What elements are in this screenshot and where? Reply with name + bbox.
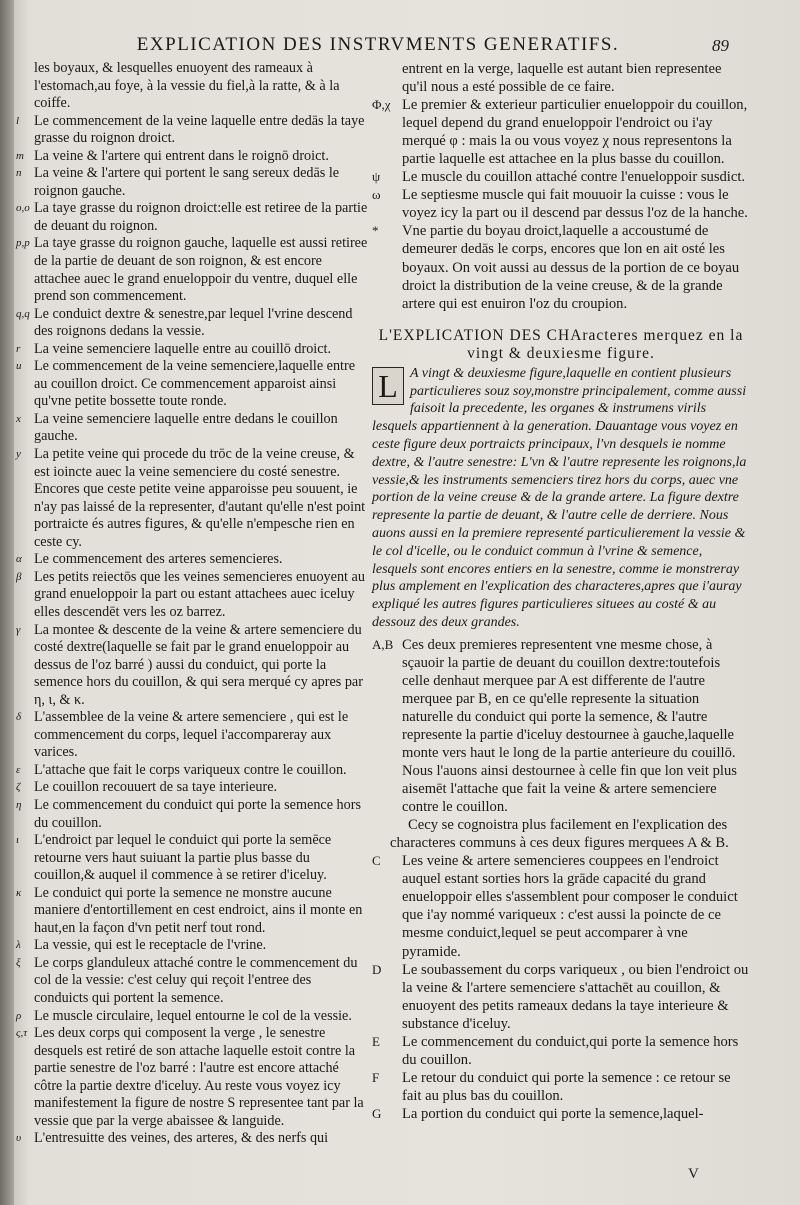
- legend-entry: [16, 341, 368, 359]
- legend-text: Le commencement des arteres semencieres.: [34, 551, 283, 568]
- legend-marker: β: [16, 570, 22, 583]
- legend-text: Le premier & exterieur particulier enueloppoir du couillon, lequel depend du grand enueloppoir l'endroict ou i'ay merqué φ : mais la ou vous voyez χ nous representons la partie laquelle est attachee en la plus basse du couillon.: [402, 97, 748, 168]
- right-column-legend-entries: [372, 636, 750, 1123]
- legend-entry: [16, 306, 368, 341]
- legend-text: Le commencement du conduict,qui porte la semence hors du couillon.: [402, 1033, 739, 1068]
- legend-marker: y: [16, 448, 21, 461]
- legend-text: Les deux corps qui composent la verge , le senestre desquels est retiré de son attache laquelle estoit contre la partie senestre de l'oz barré : l'autre est encore attaché côtre la partie dextre d'iceluy. Au reste vous voyez icy manifestement la figure de nostre S representee tant par la vessie que par la verge abaissee & languide.: [34, 1025, 364, 1129]
- legend-entry: [372, 168, 750, 186]
- legend-entry: [372, 852, 750, 960]
- legend-entry: [372, 1069, 750, 1105]
- legend-marker: ξ: [16, 956, 21, 969]
- legend-marker: F: [372, 1069, 380, 1085]
- legend-text: L'entresuitte des veines, des arteres, & des nerfs qui: [34, 1130, 329, 1147]
- legend-marker: λ: [16, 939, 21, 952]
- legend-text: La petite veine qui procede du trōc de la veine creuse, & est ioincte auec la veine semenciere du costé senestre. Encores que ceste petite veine apparoisse peu souuent, ie n'ay pas laissé de la representer, d'autant qu'elle n'est point portraicte és autres figures, & qu'elle n'empesche rien en ceste cy.: [34, 446, 366, 550]
- legend-marker: Φ,χ: [372, 97, 391, 113]
- legend-marker: η: [16, 798, 22, 811]
- legend-entry: [16, 113, 368, 148]
- legend-text: Ces deux premieres representent vne mesme chose, à sçauoir la partie de deuant du couillon dextre:toutefois celle denhaut merquee par A est differente de l'autre merquee par B, en ce qu'elle represente la situation naturelle du conduict qui porte la semence, & l'autre represente la partie d'iceluy destournee à gauche,laquelle monte vers haut le long de la partie anterieure du couillō. Nous l'auons ainsi destournee à celle fin que lon veit plus aisemēt l'attache que fait la veine & artere semenciere contre le couillon.: [402, 636, 737, 816]
- legend-marker: C: [372, 853, 381, 869]
- legend-entry: [16, 60, 368, 113]
- legend-entry: [372, 60, 750, 96]
- legend-entry: [16, 779, 368, 797]
- legend-text: Le conduict qui porte la semence ne monstre aucune maniere d'entortillement en cest endroict, ains il monte en haut,en la façon d'vn petit nerf tout rond.: [34, 884, 363, 936]
- legend-marker: *: [372, 223, 379, 239]
- legend-entry: [16, 235, 368, 305]
- legend-text: Le retour du conduict qui porte la semence : ce retour se fait au plus bas du couillon.: [402, 1069, 731, 1104]
- legend-entry: [372, 222, 750, 312]
- legend-text: La taye grasse du roignon gauche, laquelle est aussi retiree de la partie de deuant de son roignon, & est encore attachee auec le grand enueloppoir du ventre, duquel elle prend son commencement.: [34, 235, 368, 305]
- legend-marker: m: [16, 149, 24, 162]
- legend-text: La veine & l'artere qui portent le sang sereux dedās le roignon gauche.: [34, 165, 340, 199]
- legend-marker: q,q: [16, 307, 30, 320]
- binding-gutter: [0, 0, 14, 1205]
- section-heading: L'EXPLICATION DES CHAracteres merquez en la vingt & deuxiesme figure.: [378, 326, 744, 362]
- legend-marker: ζ: [16, 781, 21, 794]
- legend-marker: A,B: [372, 636, 394, 652]
- legend-text: Le corps glanduleux attaché contre le commencement du col de la vessie: c'est celuy qui reçoit l'entree des conduicts qui portent la semence.: [34, 954, 358, 1006]
- legend-marker: δ: [16, 711, 22, 724]
- legend-entry: [16, 709, 368, 762]
- legend-marker: ω: [372, 187, 381, 203]
- legend-text: entrent en la verge, laquelle est autant bien representee qu'il nous a esté possible de ce faire.: [402, 61, 722, 96]
- legend-marker: u: [16, 360, 22, 373]
- legend-marker: α: [16, 553, 22, 566]
- legend-text: La montee & descente de la veine & artere semenciere du costé dextre(laquelle se fait par le grand enueloppoir au dessus de l'oz barré ) aussi du conduict, qui porte la semence hors du couillon, & qui sera merqué cy apres par η, ι, & κ.: [34, 621, 363, 708]
- legend-text: L'assemblee de la veine & artere semenciere , qui est le commencement du corps, lequel i'accompareray aux varices.: [34, 709, 349, 761]
- legend-marker: ε: [16, 763, 21, 776]
- legend-text: Le couillon recouuert de sa taye interieure.: [34, 779, 278, 796]
- legend-text: Les veine & artere semencieres couppees en l'endroict auquel estant sorties hors la grāde capacité du grand enueloppoir elles s'assemblent pour composer le conduict que i'ay nommé variqueux : c'est aussi la poincte de ce mesme conduict,lequel se peut accomparer à vne pyramide.: [402, 853, 738, 960]
- legend-entry: [16, 358, 368, 411]
- legend-entry: [16, 1025, 368, 1130]
- legend-entry: [16, 885, 368, 938]
- legend-entry: [16, 622, 368, 710]
- intro-paragraph: [372, 365, 750, 632]
- legend-text: Les petits reiectōs que les veines semencieres enuoyent au grand enueloppoir la part ou estant attachees auec iceluy elles descendēt vers les oz barrez.: [34, 568, 365, 620]
- catchword: V: [688, 1166, 699, 1182]
- legend-entry: [16, 1130, 368, 1148]
- legend-text: La portion du conduict qui porte la semence,laquel-: [402, 1105, 704, 1122]
- legend-entry: [16, 446, 368, 551]
- left-column: [16, 60, 368, 1148]
- legend-entry: [16, 165, 368, 200]
- legend-entry: [372, 1105, 750, 1123]
- intro-text: A vingt & deuxiesme figure,laquelle en contient plusieurs particulieres souz soy,monstre principalement, comme aussi faisoit la precedente, les organes & instrumens virils lesquels appartiennent à la generation. Dauantage vous voyez en ceste figure deux portraicts principaux, l'vn desquels ie nomme dextre, & l'autre senestre: L'vn & l'autre represente les roignons,la vessie,& les instruments semenciers tirez hors du corps, auec vne portion de la veine creuse & de la grande artere. La figure dextre represente la partie de deuant, & l'autre celle de derriere. Nous auons aussi en la premiere representé particulierement la vessie & le col d'icelle, ou le conduict commun à l'vrine & semence, lesquels sont encores entiers en la senestre, comme ie monstreray plus amplement en l'explication des characteres,apres que i'auray expliqué les autres figures particulieres situees au costé & au dessouz des deux grandes.: [372, 365, 747, 630]
- legend-text: Le muscle circulaire, lequel entourne le col de la vessie.: [34, 1007, 352, 1024]
- legend-entry: [16, 797, 368, 832]
- legend-marker: x: [16, 412, 21, 425]
- legend-marker: κ: [16, 886, 22, 899]
- legend-text: Le commencement du conduict qui porte la semence hors du couillon.: [34, 796, 361, 831]
- legend-marker: E: [372, 1033, 380, 1049]
- legend-text: Le commencement de la veine semenciere,laquelle entre au couillon droict. Ce commencement apparoist ainsi qu'vne petite bossette toute ronde.: [34, 358, 356, 410]
- legend-entry: [16, 955, 368, 1008]
- legend-entry: [16, 148, 368, 166]
- legend-entry: [16, 200, 368, 235]
- legend-entry: [16, 1008, 368, 1026]
- page-number: 89: [712, 36, 729, 55]
- legend-marker: n: [16, 167, 22, 180]
- right-column: [372, 60, 750, 1123]
- legend-text: Le commencement de la veine laquelle entre dedās la taye grasse du roignon droict.: [34, 112, 365, 147]
- legend-marker: p,p: [16, 237, 30, 250]
- legend-marker: ι: [16, 834, 20, 847]
- legend-entry: [372, 1033, 750, 1069]
- legend-text: Vne partie du boyau droict,laquelle a accoustumé de demeurer dedās le corps, encores que lon en ait osté les boyaux. On voit aussi au dessus de la portion de ce boyau droict la distribution de la veine creuse, & de la grande artere qui est enuiron l'oz du croupion.: [402, 223, 740, 312]
- legend-marker: υ: [16, 1132, 22, 1145]
- drop-capital: L: [372, 367, 404, 405]
- legend-text: L'attache que fait le corps variqueux contre le couillon.: [34, 761, 347, 778]
- legend-marker: D: [372, 961, 382, 977]
- legend-marker: r: [16, 342, 21, 355]
- legend-text: Le muscle du couillon attaché contre l'enueloppoir susdict.: [402, 169, 746, 186]
- legend-entry: [372, 96, 750, 168]
- legend-entry: [372, 961, 750, 1033]
- legend-text: La taye grasse du roignon droict:elle est retiree de la partie de deuant du roignon.: [34, 200, 368, 234]
- right-column-top-entries: [372, 60, 750, 313]
- legend-entry: [16, 832, 368, 885]
- legend-entry: [16, 569, 368, 622]
- running-title: EXPLICATION DES INSTRVMENTS GENERATIFS.: [136, 34, 620, 55]
- legend-marker: γ: [16, 623, 21, 636]
- legend-text: L'endroict par lequel le conduict qui porte la semēce retourne vers haut suiuant la partie plus basse du couillon,& auquel il commence à se retirer d'iceluy.: [34, 832, 332, 884]
- legend-entry: [16, 411, 368, 446]
- legend-text: Le conduict dextre & senestre,par lequel l'vrine descend des roignons dedans la vessie.: [34, 305, 353, 340]
- legend-text: Le septiesme muscle qui fait mouuoir la cuisse : vous le voyez icy la part ou il descend par dessus l'oz de la hanche.: [402, 187, 748, 222]
- legend-entry: [16, 937, 368, 955]
- legend-marker: ρ: [16, 1009, 22, 1022]
- legend-entry: [372, 816, 750, 852]
- legend-text: Cecy se cognoistra plus facilement en l'explication des characteres communs à ces deux figures merquees A & B.: [390, 817, 729, 852]
- legend-text: La veine & l'artere qui entrent dans le roignō droict.: [34, 147, 329, 164]
- legend-marker: ς,τ: [16, 1027, 28, 1040]
- legend-marker: l: [16, 114, 20, 127]
- legend-entry: [372, 636, 750, 816]
- legend-entry: [16, 551, 368, 569]
- legend-text: La vessie, qui est le receptacle de l'vrine.: [34, 937, 267, 954]
- legend-text: La veine semenciere laquelle entre au couillō droict.: [34, 340, 332, 357]
- legend-text: Le soubassement du corps variqueux , ou bien l'endroict ou la veine & l'artere semenciere s'attachēt au couillon, & enuoyent des petits rameaux dedans la taye interieure & substance d'iceluy.: [402, 961, 749, 1032]
- legend-marker: ψ: [372, 169, 381, 185]
- legend-entry: [372, 186, 750, 222]
- legend-entry: [16, 762, 368, 780]
- legend-marker: o,o: [16, 202, 30, 215]
- legend-text: les boyaux, & lesquelles enuoyent des rameaux à l'estomach,au foye, à la vessie du fiel,à la ratte, & à la coiffe.: [34, 60, 340, 112]
- legend-marker: G: [372, 1105, 382, 1121]
- legend-text: La veine semenciere laquelle entre dedans le couillon gauche.: [34, 410, 338, 445]
